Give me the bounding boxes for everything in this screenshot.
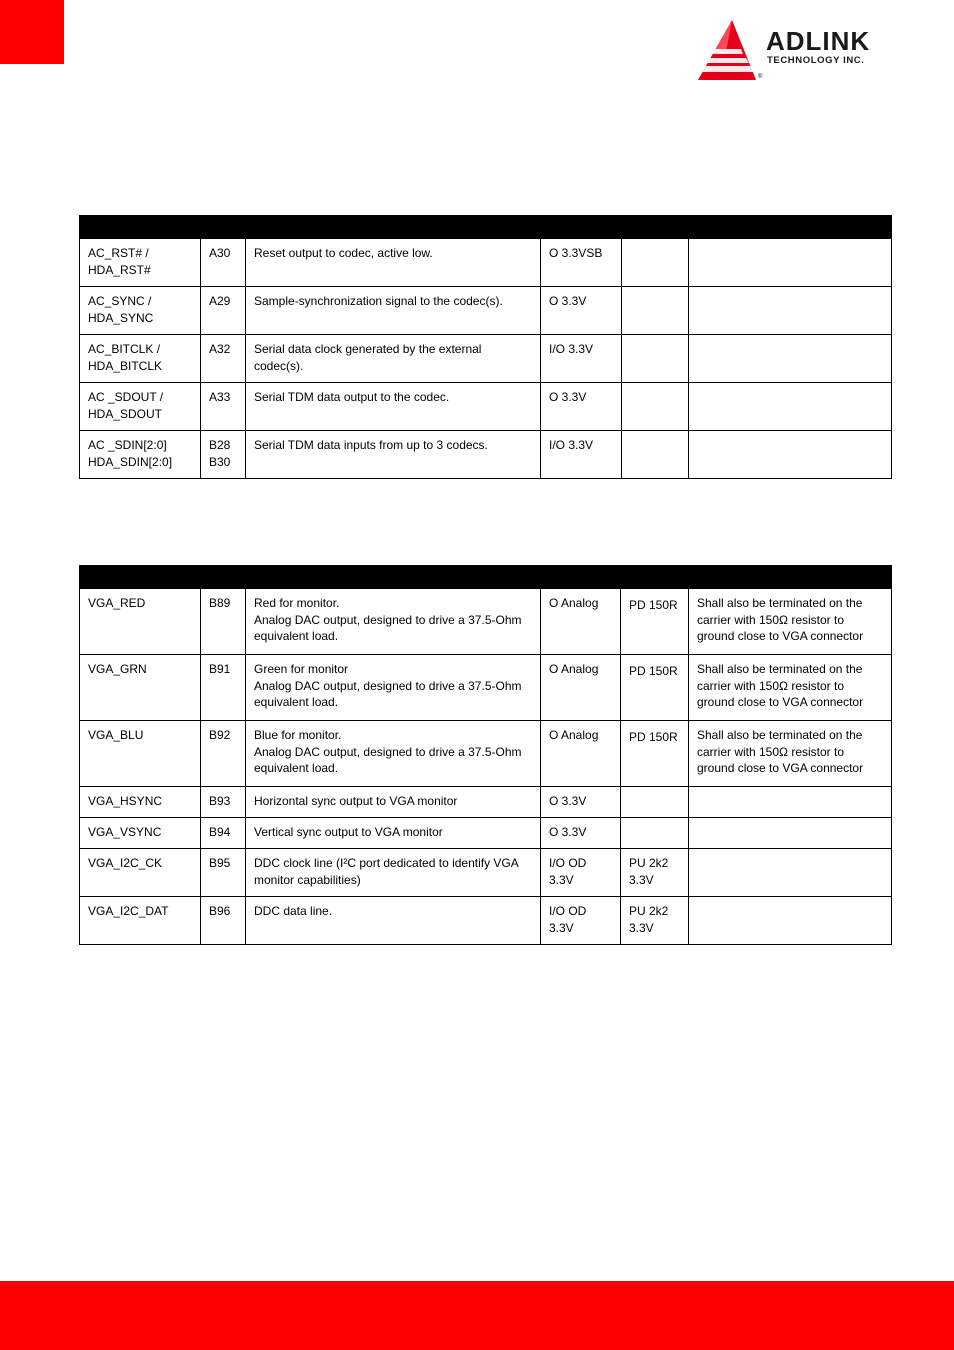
cell-io: I/O 3.3V (541, 335, 622, 383)
cell-signal: AC_SYNC / HDA_SYNC (80, 287, 201, 335)
cell-pin: B96 (201, 897, 246, 945)
cell-comment (689, 335, 892, 383)
cell-description: Reset output to codec, active low. (246, 239, 541, 287)
cell-pin: A30 (201, 239, 246, 287)
brand-tagline: TECHNOLOGY INC. (767, 55, 865, 66)
table-row (80, 239, 892, 287)
cell-comment (689, 383, 892, 431)
cell-io: O 3.3V (541, 383, 622, 431)
cell-io: I/O 3.3V (541, 431, 622, 479)
cell-signal: AC_BITCLK / HDA_BITCLK (80, 335, 201, 383)
cell-io: I/O OD 3.3V (541, 849, 621, 897)
cell-pin: B94 (201, 818, 246, 849)
cell-comment (689, 897, 892, 945)
audio-pin-table (79, 215, 892, 479)
cell-pu-pd (621, 787, 689, 818)
cell-io: O 3.3V (541, 818, 621, 849)
cell-signal: AC_RST# / HDA_RST# (80, 239, 201, 287)
table-row (80, 287, 892, 335)
cell-pin: B28 B30 (201, 431, 246, 479)
table-row (80, 335, 892, 383)
cell-io: O 3.3V (541, 287, 622, 335)
adlink-triangle-icon (696, 18, 758, 82)
table-row (80, 721, 892, 787)
cell-description: DDC clock line (I²C port dedicated to identify VGA monitor capabilities) (246, 849, 541, 897)
cell-signal: VGA_BLU (80, 721, 201, 787)
cell-io: O Analog (541, 655, 621, 721)
cell-pu-pd: PD 150R (621, 589, 689, 655)
table-row (80, 849, 892, 897)
adlink-logo (696, 18, 908, 82)
table-header-bar (80, 216, 892, 239)
cell-comment (689, 239, 892, 287)
cell-signal: VGA_VSYNC (80, 818, 201, 849)
table-row (80, 431, 892, 479)
cell-signal: VGA_HSYNC (80, 787, 201, 818)
page-corner-tab (0, 0, 64, 64)
cell-pu-pd (622, 239, 689, 287)
cell-pin: B95 (201, 849, 246, 897)
cell-description: Green for monitor Analog DAC output, designed to drive a 37.5-Ohm equivalent load. (246, 655, 541, 721)
cell-signal: AC _SDOUT / HDA_SDOUT (80, 383, 201, 431)
cell-io: I/O OD 3.3V (541, 897, 621, 945)
cell-pin: B93 (201, 787, 246, 818)
cell-comment: Shall also be terminated on the carrier with 150Ω resistor to ground close to VGA connector (689, 655, 892, 721)
table-row (80, 589, 892, 655)
table-row (80, 897, 892, 945)
cell-comment (689, 431, 892, 479)
cell-comment (689, 818, 892, 849)
cell-comment: Shall also be terminated on the carrier with 150Ω resistor to ground close to VGA connector (689, 589, 892, 655)
cell-pu-pd (622, 431, 689, 479)
cell-pin: A32 (201, 335, 246, 383)
footer-bar (0, 1281, 954, 1350)
cell-comment: Shall also be terminated on the carrier with 150Ω resistor to ground close to VGA connector (689, 721, 892, 787)
cell-pu-pd (622, 335, 689, 383)
brand-name: ADLINK (766, 26, 871, 56)
cell-io: O Analog (541, 589, 621, 655)
cell-pin: B92 (201, 721, 246, 787)
cell-description: Serial TDM data output to the codec. (246, 383, 541, 431)
cell-io: O 3.3VSB (541, 239, 622, 287)
registered-mark: ® (758, 74, 763, 80)
cell-signal: AC _SDIN[2:0] HDA_SDIN[2:0] (80, 431, 201, 479)
cell-pu-pd: PD 150R (621, 655, 689, 721)
cell-pin: B89 (201, 589, 246, 655)
cell-comment (689, 287, 892, 335)
cell-comment (689, 849, 892, 897)
cell-pu-pd: PU 2k2 3.3V (621, 897, 689, 945)
cell-description: Serial data clock generated by the external codec(s). (246, 335, 541, 383)
cell-description: Blue for monitor. Analog DAC output, designed to drive a 37.5-Ohm equivalent load. (246, 721, 541, 787)
table-row (80, 787, 892, 818)
cell-description: DDC data line. (246, 897, 541, 945)
table-row (80, 818, 892, 849)
cell-pin: A29 (201, 287, 246, 335)
cell-signal: VGA_GRN (80, 655, 201, 721)
cell-description: Red for monitor. Analog DAC output, designed to drive a 37.5-Ohm equivalent load. (246, 589, 541, 655)
cell-io: O 3.3V (541, 787, 621, 818)
table-header-bar (80, 566, 892, 589)
cell-pin: B91 (201, 655, 246, 721)
cell-description: Horizontal sync output to VGA monitor (246, 787, 541, 818)
cell-signal: VGA_I2C_DAT (80, 897, 201, 945)
cell-pu-pd (622, 287, 689, 335)
cell-signal: VGA_I2C_CK (80, 849, 201, 897)
cell-pu-pd (622, 383, 689, 431)
cell-comment (689, 787, 892, 818)
cell-pu-pd: PD 150R (621, 721, 689, 787)
table-row (80, 383, 892, 431)
cell-description: Sample-synchronization signal to the codec(s). (246, 287, 541, 335)
cell-io: O Analog (541, 721, 621, 787)
table-row (80, 655, 892, 721)
cell-signal: VGA_RED (80, 589, 201, 655)
cell-pu-pd: PU 2k2 3.3V (621, 849, 689, 897)
cell-description: Serial TDM data inputs from up to 3 codecs. (246, 431, 541, 479)
cell-description: Vertical sync output to VGA monitor (246, 818, 541, 849)
cell-pu-pd (621, 818, 689, 849)
vga-pin-table (79, 565, 892, 945)
cell-pin: A33 (201, 383, 246, 431)
